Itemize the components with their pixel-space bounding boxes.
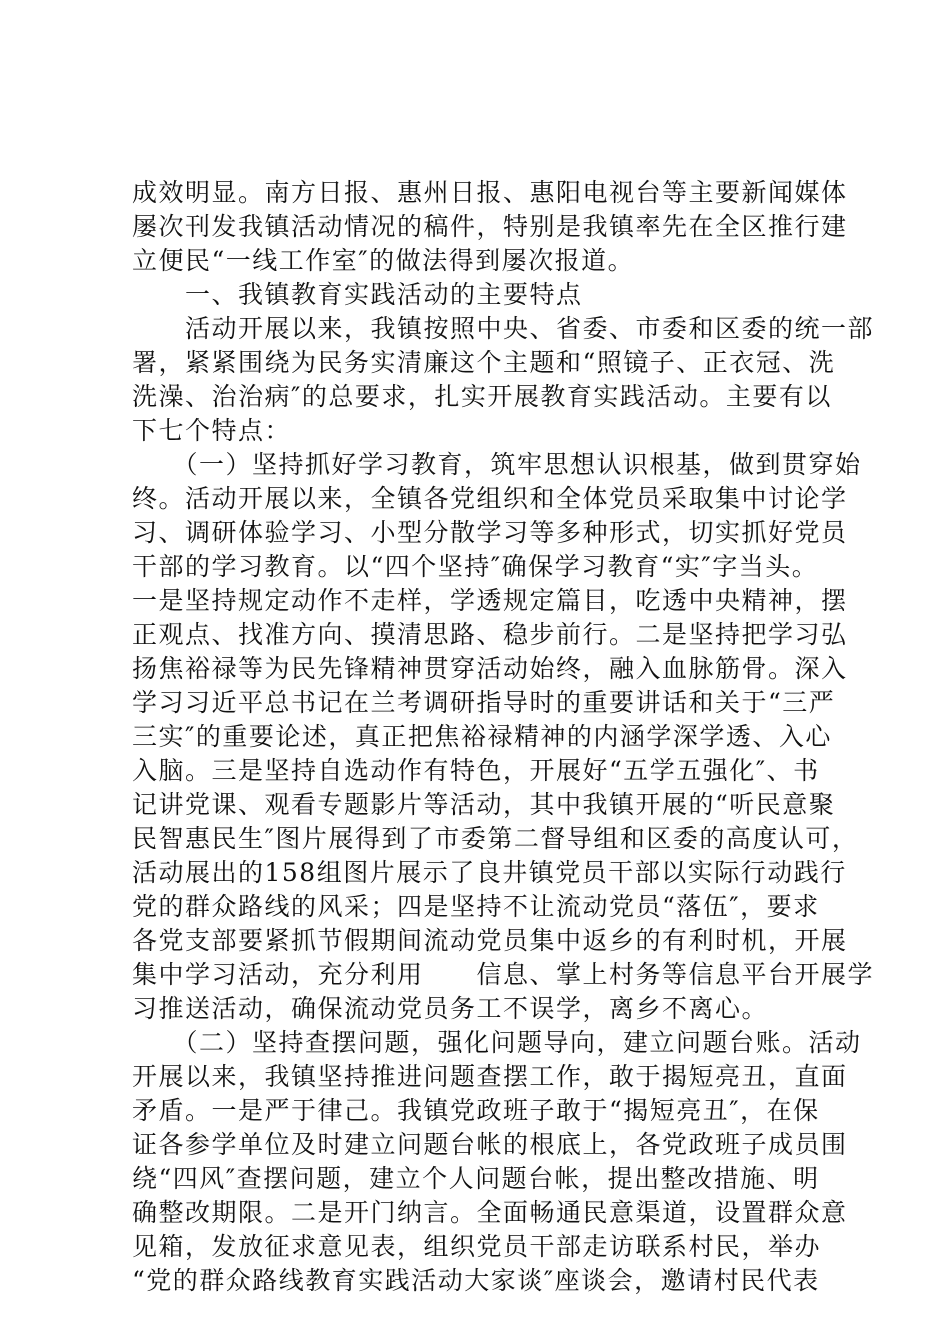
text-line: 洗澡、治治病″的总要求，扎实开展教育实践活动。主要有以 [132,382,832,411]
text-line: 开展以来，我镇坚持推进问题查摆工作，敢于揭短亮丑，直面 [132,1062,848,1091]
text-line: 集中学习活动，充分利用 信息、掌上村务等信息平台开展学 [132,960,875,989]
text-line: 一是坚持规定动作不走样，学透规定篇目，吃透中央精神，摆 [132,586,848,615]
text-line: 署，紧紧围绕为民务实清廉这个主题和“照镜子、正衣冠、洗 [132,348,836,377]
section-heading: 一、我镇教育实践活动的主要特点 [132,280,583,309]
text-line: 习推送活动，确保流动党员务工不误学，离乡不离心。 [132,994,769,1023]
text-line: 屡次刊发我镇活动情况的稿件，特别是我镇率先在全区推行建 [132,212,848,241]
text-line: 民智惠民生″图片展得到了市委第二督导组和区委的高度认可， [132,824,859,853]
text-line: 立便民“一线工作室″的做法得到屡次报道。 [132,246,635,275]
text-line: 活动开展以来，我镇按照中央、省委、市委和区委的统一部 [132,314,875,343]
text-line: 学习习近平总书记在兰考调研指导时的重要讲话和关于“三严 [132,688,836,717]
text-line: 确整改期限。二是开门纳言。全面畅通民意渠道，设置群众意 [132,1198,848,1227]
text-line: 入脑。三是坚持自选动作有特色，开展好“五学五强化″、书 [132,756,820,785]
text-line: “党的群众路线教育实践活动大家谈″座谈会，邀请村民代表 [132,1266,820,1295]
text-line: 终。活动开展以来，全镇各党组织和全体党员采取集中讨论学 [132,484,848,513]
text-line: 习、调研体验学习、小型分散学习等多种形式，切实抓好党员 [132,518,848,547]
text-line: 各党支部要紧抓节假期间流动党员集中返乡的有利时机，开展 [132,926,848,955]
text-line: 见箱，发放征求意见表，组织党员干部走访联系村民，举办 [132,1232,822,1261]
text-line: 下七个特点： [132,416,292,445]
text-line: 成效明显。南方日报、惠州日报、惠阳电视台等主要新闻媒体 [132,178,848,207]
text-line: （二）坚持查摆问题，强化问题导向，建立问题台账。活动 [132,1028,862,1057]
text-line: 证各参学单位及时建立问题台帐的根底上，各党政班子成员围 [132,1130,848,1159]
text-line: 记讲党课、观看专题影片等活动，其中我镇开展的“听民意聚 [132,790,836,819]
text-line: 干部的学习教育。以“四个坚持″确保学习教育“实″字当头。 [132,552,819,581]
text-line: 正观点、找准方向、摸清思路、稳步前行。二是坚持把学习弘 [132,620,848,649]
text-line: 绕“四风″查摆问题，建立个人问题台帐，提出整改措施、明 [132,1164,820,1193]
text-line: 三实″的重要论述，真正把焦裕禄精神的内涵学深学透、入心 [132,722,832,751]
text-line: 活动展出的158组图片展示了良井镇党员干部以实际行动践行 [132,858,847,887]
text-line: 党的群众路线的风采；四是坚持不让流动党员“落伍″，要求 [132,892,820,921]
text-line: 矛盾。一是严于律己。我镇党政班子敢于“揭短亮丑″，在保 [132,1096,820,1125]
text-line: （一）坚持抓好学习教育，筑牢思想认识根基，做到贯穿始 [132,450,862,479]
text-line: 扬焦裕禄等为民先锋精神贯穿活动始终，融入血脉筋骨。深入 [132,654,848,683]
